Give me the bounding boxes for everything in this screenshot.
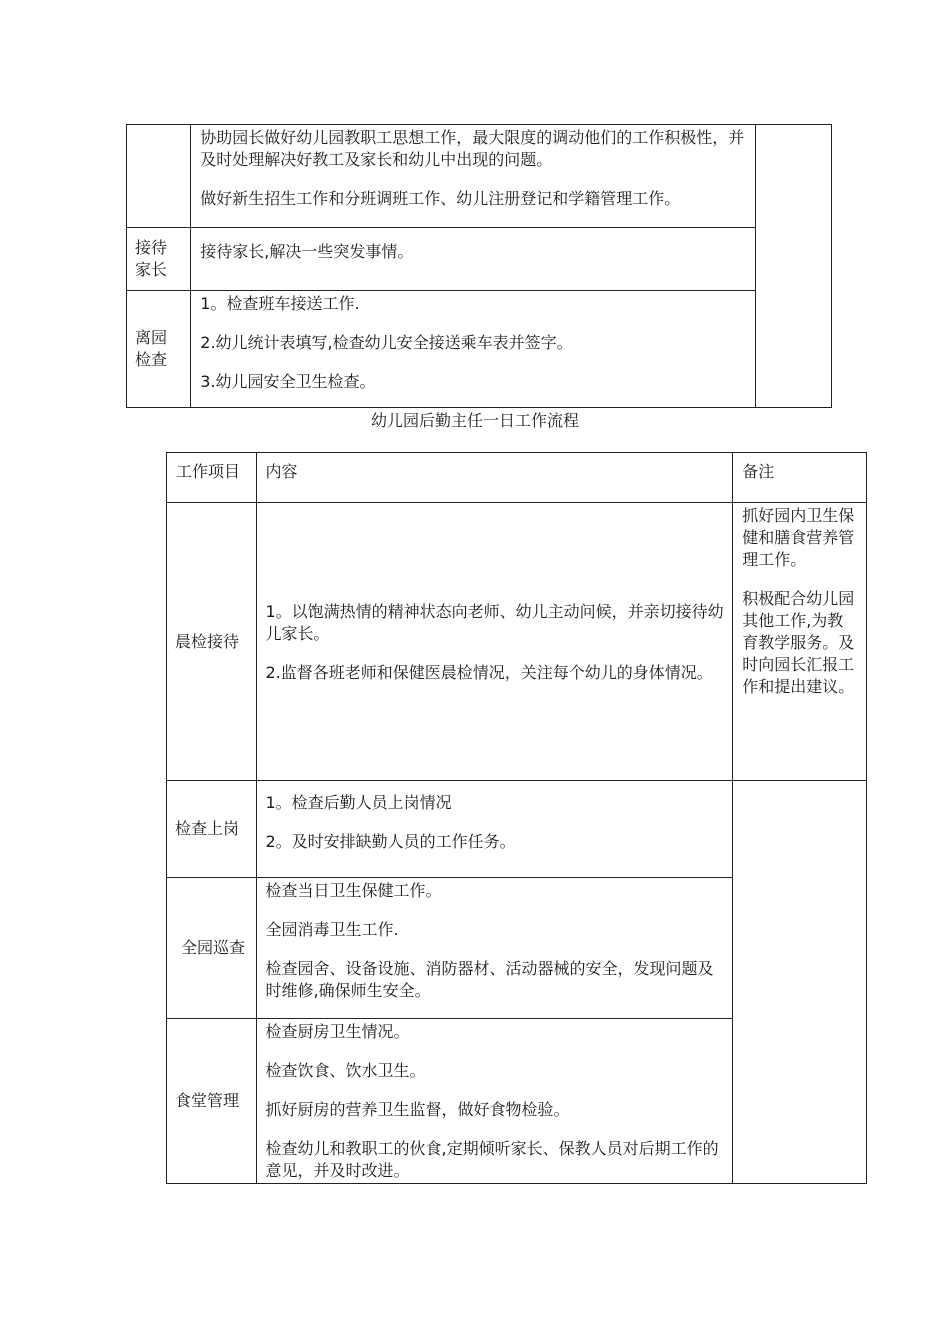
note-line: 积极配合幼儿园其他工作,为教育教学服务。及时向园长汇报工作和提出建议。 [742, 589, 855, 696]
content-line: 3.幼儿园安全卫生检查。 [200, 372, 376, 391]
content-line: 协助园长做好幼儿园教职工思想工作，最大限度的调动他们的工作积极性，并及时处理解决好教工及家长和幼儿中出现的问题。 [200, 128, 745, 169]
content-line: 1。以饱满热情的精神状态向老师、幼儿主动问候，并亲切接待幼儿家长。 [265, 602, 724, 643]
table-row [127, 291, 832, 408]
logistics-duty-table [166, 452, 867, 1184]
content-line: 检查厨房卫生情况。 [265, 1022, 410, 1041]
header-notes: 备注 [733, 453, 867, 503]
remarks-cell [755, 125, 831, 408]
row-content [191, 228, 755, 291]
content-line: 检查幼儿和教职工的伙食,定期倾听家长、保教人员对后期工作的意见，并及时改进。 [265, 1139, 719, 1180]
content-line: 1。检查班车接送工作. [200, 294, 360, 313]
header-item: 工作项目 [167, 453, 257, 503]
table-row [167, 503, 867, 781]
table-row [167, 781, 867, 878]
header-content: 内容 [256, 453, 733, 503]
row-label: 检查上岗 [167, 781, 257, 878]
content-line: 接待家长,解决一些突发事情。 [200, 242, 414, 261]
row-label: 晨检接待 [167, 503, 257, 781]
row-content [256, 503, 733, 781]
table-row [127, 125, 832, 228]
row-content [256, 1019, 733, 1184]
content-line: 2.幼儿统计表填写,检查幼儿安全接送乘车表并签字。 [200, 333, 573, 352]
table-row [127, 228, 832, 291]
row-label: 全园巡查 [167, 878, 257, 1019]
content-line: 检查饮食、饮水卫生。 [265, 1061, 426, 1080]
row-label: 离园检查 [127, 291, 191, 408]
content-line: 全园消毒卫生工作. [265, 920, 399, 939]
row-content [191, 291, 755, 408]
header-row [167, 453, 867, 503]
row-content [256, 878, 733, 1019]
content-line: 抓好厨房的营养卫生监督，做好食物检验。 [265, 1100, 570, 1119]
content-line: 检查当日卫生保健工作。 [265, 881, 442, 900]
row-content [256, 781, 733, 878]
row-notes [733, 503, 867, 781]
row-content [191, 125, 755, 228]
content-line: 2。及时安排缺勤人员的工作任务。 [265, 832, 516, 851]
row-label: 食堂管理 [167, 1019, 257, 1184]
content-line: 检查园舍、设备设施、消防器材、活动器械的安全，发现问题及时维修,确保师生安全。 [265, 959, 714, 1000]
content-line: 做好新生招生工作和分班调班工作、幼儿注册登记和学籍管理工作。 [200, 189, 681, 208]
notes-cell-empty [733, 781, 867, 1184]
content-line: 2.监督各班老师和保健医晨检情况，关注每个幼儿的身体情况。 [265, 663, 713, 682]
row-label: 接待家长 [127, 228, 191, 291]
note-line: 抓好园内卫生保健和膳食营养管理工作。 [742, 506, 855, 569]
content-line: 1。检查后勤人员上岗情况 [265, 793, 452, 812]
top-duty-table [126, 124, 832, 408]
row-label [127, 125, 191, 228]
table-caption: 幼儿园后勤主任一日工作流程 [370, 411, 579, 430]
